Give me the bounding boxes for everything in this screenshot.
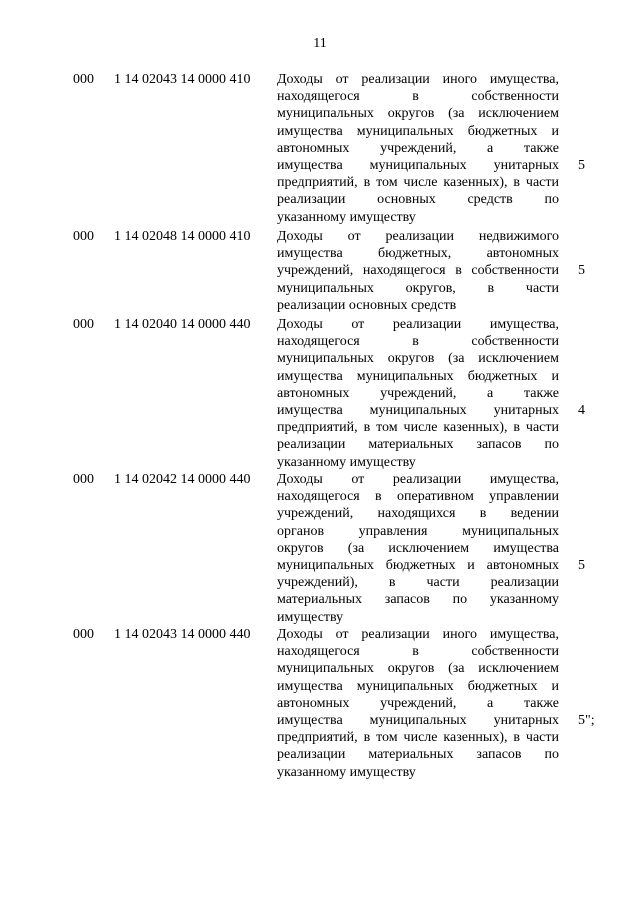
norm-percent: 5 (578, 558, 585, 573)
kbk-code: 1 14 02043 14 0000 440 (114, 627, 251, 642)
admin-code: 000 (73, 472, 94, 487)
description-line: автономных учреждений, а также (277, 385, 559, 401)
description-line: учреждений), в части реализации (277, 575, 559, 591)
description-line: муниципальных округов (за исключением (277, 661, 559, 677)
description-line: материальных запасов по указанному (277, 592, 559, 608)
description-line: имущества муниципальных унитарных (277, 403, 559, 419)
revenue-description (277, 316, 559, 471)
admin-code: 000 (73, 229, 94, 244)
kbk-code: 1 14 02042 14 0000 440 (114, 472, 251, 487)
revenue-description (277, 471, 559, 626)
description-line: предприятий, в том числе казенных), в части (277, 730, 559, 746)
description-line: учреждений, находящегося в собственности (277, 263, 559, 279)
description-line: имущества бюджетных, автономных (277, 246, 559, 262)
description-line: находящегося в собственности (277, 334, 559, 350)
description-line: Доходы от реализации имущества, (277, 317, 559, 332)
admin-code: 000 (73, 72, 94, 87)
kbk-code: 1 14 02048 14 0000 410 (114, 229, 251, 244)
description-line: предприятий, в том числе казенных), в части (277, 175, 559, 191)
admin-code: 000 (73, 627, 94, 642)
description-line: имущества муниципальных бюджетных и (277, 678, 559, 694)
description-line: муниципальных округов (за исключением (277, 106, 559, 122)
description-line: органов управления муниципальных (277, 523, 559, 539)
description-line: Доходы от реализации недвижимого (277, 229, 559, 244)
page-number: 11 (313, 36, 327, 51)
norm-percent: 4 (578, 403, 585, 418)
description-line: учреждений, находящихся в ведении (277, 506, 559, 522)
description-line: Доходы от реализации имущества, (277, 472, 559, 487)
description-line: реализации материальных запасов по (277, 747, 559, 763)
revenue-description (277, 228, 559, 314)
description-line: находящегося в оперативном управлении (277, 489, 559, 505)
norm-percent: 5 (578, 263, 585, 279)
description-line: имущества муниципальных бюджетных и (277, 123, 559, 139)
description-line: предприятий, в том числе казенных), в части (277, 420, 559, 436)
description-line: муниципальных бюджетных и автономных (277, 558, 559, 574)
description-line: имущества муниципальных бюджетных и (277, 368, 559, 384)
kbk-code: 1 14 02040 14 0000 440 (114, 317, 251, 332)
revenue-description (277, 71, 559, 226)
norm-percent: 5"; (578, 713, 595, 728)
description-line: указанному имуществу (277, 209, 416, 225)
description-line: имуществу (277, 609, 344, 625)
description-line: округов (за исключением имущества (277, 540, 559, 556)
description-line: реализации основных средств (277, 297, 457, 313)
description-line: находящегося в собственности (277, 644, 559, 660)
description-line: Доходы от реализации иного имущества, (277, 72, 559, 87)
revenue-description (277, 626, 559, 781)
description-line: муниципальных округов, в части (277, 280, 559, 296)
description-line: автономных учреждений, а также (277, 140, 559, 156)
description-line: автономных учреждений, а также (277, 695, 559, 711)
description-line: находящегося в собственности (277, 89, 559, 105)
description-line: указанному имуществу (277, 454, 416, 470)
description-line: Доходы от реализации иного имущества, (277, 627, 559, 642)
description-line: муниципальных округов (за исключением (277, 351, 559, 367)
description-line: реализации основных средств по (277, 192, 559, 208)
description-line: реализации материальных запасов по (277, 437, 559, 453)
kbk-code: 1 14 02043 14 0000 410 (114, 72, 251, 87)
norm-percent: 5 (578, 158, 585, 173)
admin-code: 000 (73, 317, 94, 332)
description-line: указанному имуществу (277, 764, 416, 780)
description-line: имущества муниципальных унитарных (277, 158, 559, 174)
description-line: имущества муниципальных унитарных (277, 713, 559, 729)
